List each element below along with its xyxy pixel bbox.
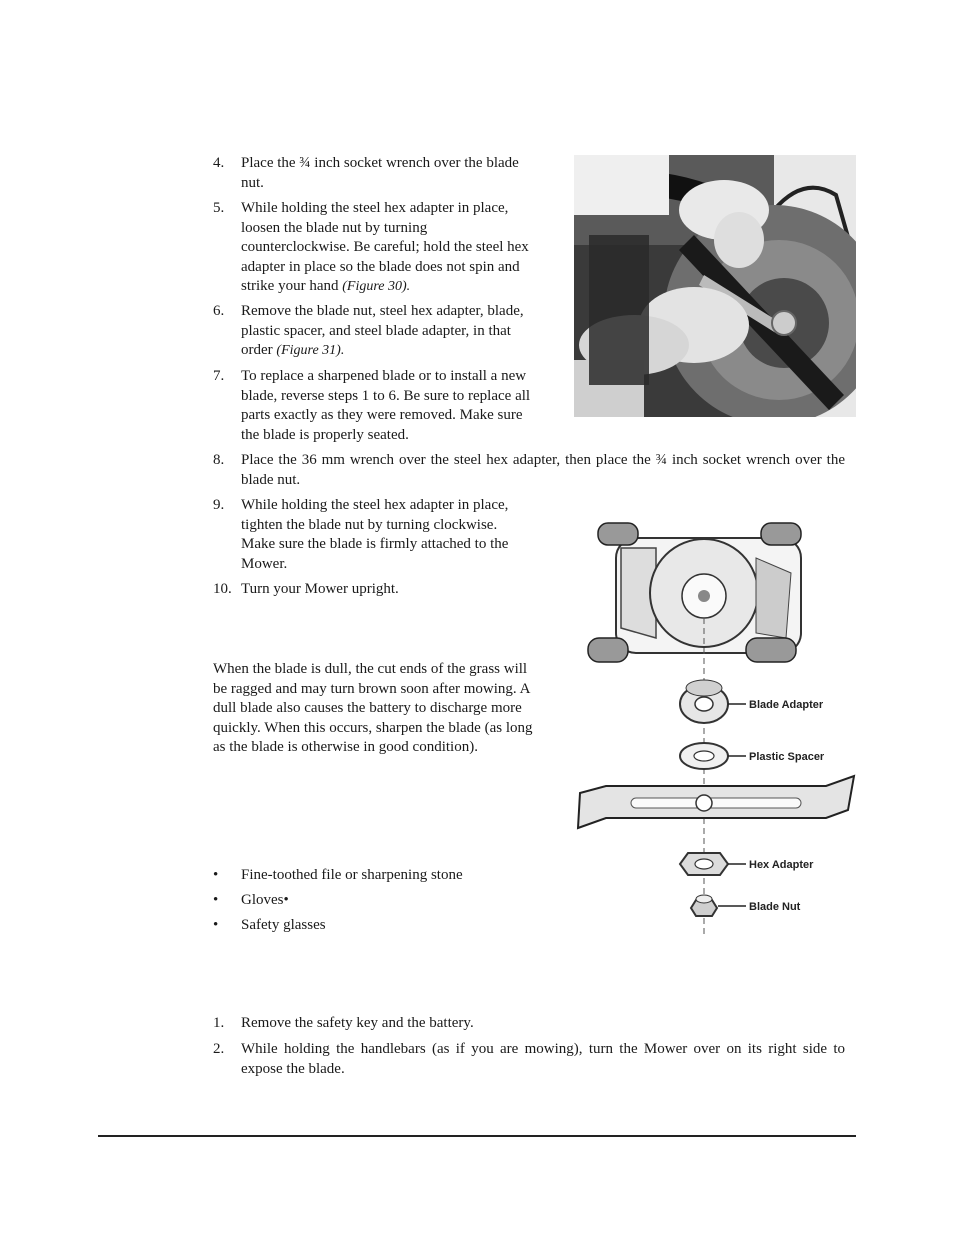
blade-part (578, 776, 854, 828)
step-text: Remove the safety key and the battery. (241, 1015, 474, 1031)
blade-adapter-part (680, 680, 728, 723)
step-number: 9. (213, 497, 225, 513)
step-number: 2. (213, 1041, 225, 1057)
blade-nut-label: Blade Nut (749, 901, 801, 913)
step-number: 4. (213, 155, 225, 171)
blade-parts-diagram (576, 518, 856, 938)
blade-adapter-label: Blade Adapter (749, 699, 824, 711)
blade-nut-photo (574, 155, 856, 417)
step-number: 10. (213, 581, 232, 597)
step-text: While holding the handlebars (as if you are mowing), turn the Mower over on its right side to expose the blade. (241, 1041, 845, 1077)
bullet: • (213, 892, 219, 908)
step-text: Remove the blade nut, steel hex adapter, blade, plastic spacer, and steel blade adapter, in that order (Figure 31). (241, 303, 524, 358)
plastic-spacer-part (680, 743, 728, 769)
footer-rule (98, 1135, 856, 1137)
step-text: Place the 36 mm wrench over the steel hex adapter, then place the ¾ inch socket wrench over the blade nut. (241, 452, 845, 488)
plastic-spacer-label: Plastic Spacer (749, 751, 825, 763)
tool-text: Fine-toothed file or sharpening stone (241, 867, 463, 883)
tool-text: Safety glasses (241, 917, 326, 933)
figure-reference: (Figure 30). (342, 279, 411, 294)
figure-reference: (Figure 31). (276, 343, 345, 358)
step-number: 1. (213, 1015, 225, 1031)
step-number: 7. (213, 368, 225, 384)
dull-blade-paragraph: When the blade is dull, the cut ends of the grass will be ragged and may turn brown soon after mowing. A dull blade also causes the battery to discharge more quickly. When this occurs, sharpen the blade (as long as the blade is otherwise in good condition). (213, 661, 533, 755)
step-number: 5. (213, 200, 225, 216)
mower-underside-illustration (588, 523, 801, 662)
hex-adapter-label: Hex Adapter (749, 859, 814, 871)
step-text: Turn your Mower upright. (241, 581, 399, 597)
bullet: • (213, 867, 219, 883)
step-number: 6. (213, 303, 225, 319)
step-number: 8. (213, 452, 225, 468)
bullet: • (213, 917, 219, 933)
step-text: Place the ¾ inch socket wrench over the blade nut. (241, 155, 519, 191)
step-text: While holding the steel hex adapter in place, tighten the blade nut by turning clockwise. Make sure the blade is firmly attached to the Mower. (241, 497, 509, 572)
hex-adapter-part (680, 853, 728, 875)
step-text: While holding the steel hex adapter in place, loosen the blade nut by turning counterclockwise. Be careful; hold the steel hex adapter in place so the blade does not spin and strike your hand (Figure 30). (241, 200, 529, 294)
step-text: To replace a sharpened blade or to install a new blade, reverse steps 1 to 6. Be sure to replace all parts exactly as they were removed. Make sure the blade is properly seated. (241, 368, 531, 443)
blade-nut-part (691, 895, 717, 916)
tool-text: Gloves• (241, 892, 289, 908)
